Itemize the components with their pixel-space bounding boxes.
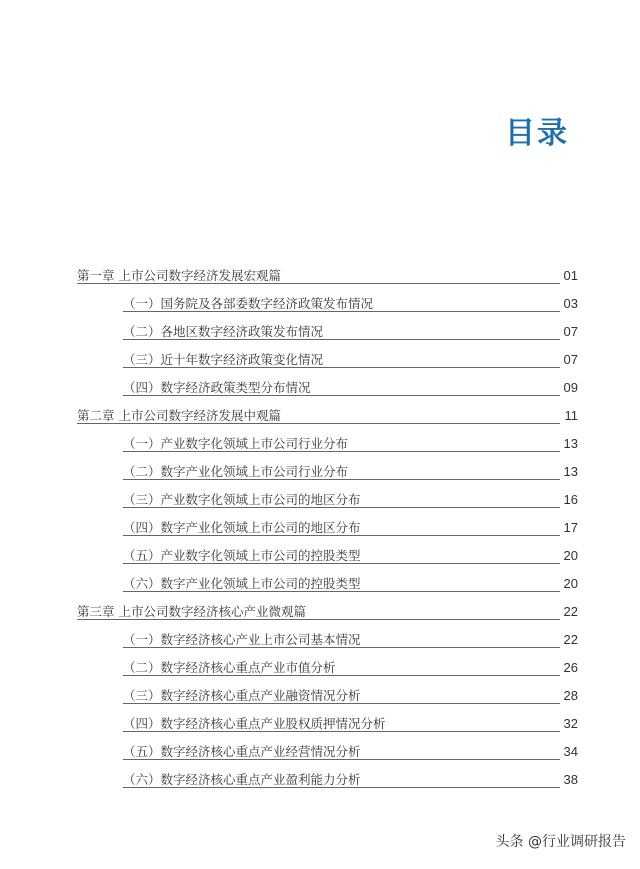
- toc-page-number: 03: [563, 296, 578, 311]
- toc-section-2-3[interactable]: [0, 486, 640, 514]
- toc-section-2-2[interactable]: [0, 458, 640, 486]
- toc-label: 第一章 上市公司数字经济发展宏观篇: [77, 268, 281, 283]
- toc-leader-line: [123, 479, 560, 480]
- toc-page-number: 07: [563, 352, 578, 367]
- page-title: 目录: [505, 116, 569, 151]
- toc-section-1-1[interactable]: [0, 290, 640, 318]
- toc-label: （三）近十年数字经济政策变化情况: [123, 352, 324, 367]
- toc-section-3-1[interactable]: [0, 626, 640, 654]
- toc-leader-line: [77, 619, 560, 620]
- toc-label: （三）产业数字化领域上市公司的地区分布: [123, 492, 361, 507]
- toc-label: 第二章 上市公司数字经济发展中观篇: [77, 408, 281, 423]
- toc-page-number: 09: [563, 380, 578, 395]
- toc-page-number: 22: [563, 604, 578, 619]
- toc-page-number: 38: [563, 772, 578, 787]
- toc-label: （三）数字经济核心重点产业融资情况分析: [123, 688, 361, 703]
- toc-section-2-1[interactable]: [0, 430, 640, 458]
- toc-page-number: 34: [563, 744, 578, 759]
- toc-leader-line: [77, 283, 560, 284]
- toc-chapter-3[interactable]: [0, 598, 640, 626]
- toc-page-number: 28: [563, 688, 578, 703]
- toc-section-3-6[interactable]: [0, 766, 640, 794]
- toc-page-number: 07: [563, 324, 578, 339]
- toc-leader-line: [123, 759, 560, 760]
- toc-leader-line: [77, 423, 560, 424]
- toc-leader-line: [123, 731, 560, 732]
- toc-leader-line: [123, 647, 560, 648]
- toc-page-number: 20: [563, 576, 578, 591]
- toc-label: （六）数字产业化领域上市公司的控股类型: [123, 576, 361, 591]
- toc-page-number: 26: [563, 660, 578, 675]
- toc-label: （六）数字经济核心重点产业盈利能力分析: [123, 772, 361, 787]
- toc-label: （五）产业数字化领域上市公司的控股类型: [123, 548, 361, 563]
- toc-section-2-6[interactable]: [0, 570, 640, 598]
- toc-leader-line: [123, 311, 560, 312]
- toc-section-1-4[interactable]: [0, 374, 640, 402]
- toc-leader-line: [123, 675, 560, 676]
- toc-leader-line: [123, 563, 560, 564]
- toc-section-2-4[interactable]: [0, 514, 640, 542]
- toc-section-3-2[interactable]: [0, 654, 640, 682]
- toc-label: （二）数字产业化领域上市公司行业分布: [123, 464, 349, 479]
- toc-section-3-5[interactable]: [0, 738, 640, 766]
- toc-leader-line: [123, 339, 560, 340]
- toc-page-number: 13: [563, 464, 578, 479]
- toc-page-number: 16: [563, 492, 578, 507]
- toc-section-3-3[interactable]: [0, 682, 640, 710]
- toc-label: （二）各地区数字经济政策发布情况: [123, 324, 324, 339]
- toc-section-1-3[interactable]: [0, 346, 640, 374]
- toc-leader-line: [123, 451, 560, 452]
- toc-leader-line: [123, 367, 560, 368]
- toc-label: （四）数字经济核心重点产业股权质押情况分析: [123, 716, 386, 731]
- toc-section-1-2[interactable]: [0, 318, 640, 346]
- toc-label: （一）数字经济核心产业上市公司基本情况: [123, 632, 361, 647]
- toc-page-number: 13: [563, 436, 578, 451]
- toc-section-3-4[interactable]: [0, 710, 640, 738]
- toc-label: （一）国务院及各部委数字经济政策发布情况: [123, 296, 374, 311]
- toc-page-number: 17: [563, 520, 578, 535]
- toc-page-number: 01: [563, 268, 578, 283]
- toc-label: （五）数字经济核心重点产业经营情况分析: [123, 744, 361, 759]
- toc-page-number: 32: [563, 716, 578, 731]
- toc-section-2-5[interactable]: [0, 542, 640, 570]
- toc-page-number: 20: [563, 548, 578, 563]
- toc-leader-line: [123, 787, 560, 788]
- toc-label: （二）数字经济核心重点产业市值分析: [123, 660, 336, 675]
- toc-leader-line: [123, 591, 560, 592]
- toc-leader-line: [123, 535, 560, 536]
- toc-page-number: 11: [564, 408, 578, 423]
- toc-page-number: 22: [563, 632, 578, 647]
- toc-chapter-2[interactable]: [0, 402, 640, 430]
- toc-leader-line: [123, 703, 560, 704]
- toc-label: 第三章 上市公司数字经济核心产业微观篇: [77, 604, 306, 619]
- toc-label: （一）产业数字化领域上市公司行业分布: [123, 436, 349, 451]
- toc-chapter-1[interactable]: [0, 262, 640, 290]
- toc-leader-line: [123, 395, 560, 396]
- watermark: 头条 @行业调研报告: [495, 834, 626, 850]
- toc-leader-line: [123, 507, 560, 508]
- toc-label: （四）数字产业化领域上市公司的地区分布: [123, 520, 361, 535]
- toc-label: （四）数字经济政策类型分布情况: [123, 380, 311, 395]
